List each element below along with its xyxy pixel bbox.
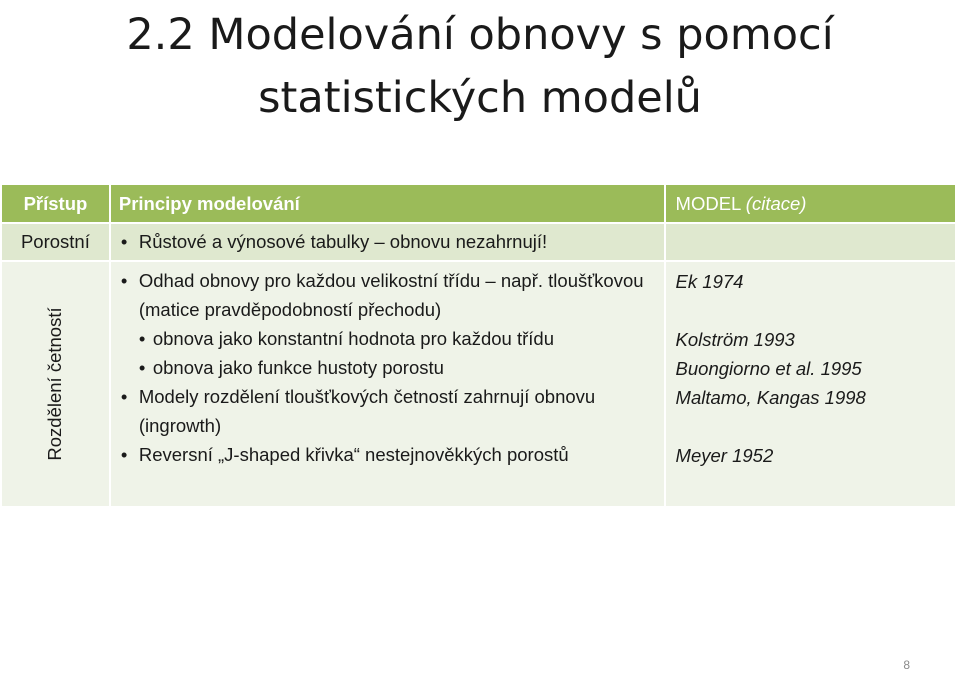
header-principles (111, 185, 666, 224)
list-item (111, 266, 664, 382)
header-principles-label: Principy modelování (118, 192, 300, 214)
header-model (666, 185, 955, 224)
row-model-cell (666, 224, 955, 262)
slide-title (0, 4, 960, 130)
citation: Meyer 1952 (675, 445, 774, 466)
header-approach: Přístup (2, 185, 111, 224)
table-row (2, 262, 955, 508)
sub-list-item: • obnova jako funkce hustoty porostu (139, 353, 664, 382)
row-model-cell (666, 262, 955, 508)
principles-list (111, 262, 664, 469)
citation: Kolström 1993 (675, 329, 795, 350)
row-principles-cell (111, 262, 666, 508)
row-principles-cell (111, 224, 666, 262)
citation: Maltamo, Kangas 1998 (675, 387, 866, 408)
citation-spacer (676, 412, 955, 441)
rotated-label-wrap (2, 262, 109, 506)
list-item: • Modely rozdělení tloušťkových četností zahrnují obnovu (ingrowth) (111, 382, 664, 440)
table-row (2, 224, 955, 262)
list-item: • Růstové a výnosové tabulky – obnovu nezahrnují! (111, 225, 664, 259)
slide-title-line1: 2.2 Modelování obnovy s pomocí (126, 10, 834, 60)
header-citation-label: (citace) (745, 192, 807, 214)
row-approach-cell: Porostní (2, 224, 111, 262)
table-header-row (2, 185, 955, 224)
rotated-approach-label: Rozdělení četností (44, 307, 66, 461)
sub-list (139, 324, 664, 382)
citations (666, 262, 955, 470)
citation: Buongiorno et al. 1995 (675, 358, 862, 379)
header-model-label: MODEL (675, 192, 741, 214)
list-item: • Reversní „J-shaped křivka“ nestejnověkkých porostů (111, 440, 664, 469)
principles-list (111, 225, 664, 259)
citation: Ek 1974 (675, 271, 744, 292)
sub-list-item: • obnova jako konstantní hodnota pro každou třídu (139, 324, 664, 353)
page-number: 8 (903, 658, 910, 672)
slide-title-line2: statistických modelů (258, 73, 702, 123)
list-item-text: Odhad obnovy pro každou velikostní třídu – např. tloušťkovou (matice pravděpodobností přechodu) (138, 270, 644, 320)
models-table (2, 185, 955, 508)
citation-spacer (676, 296, 955, 325)
row-approach-cell (2, 262, 111, 508)
